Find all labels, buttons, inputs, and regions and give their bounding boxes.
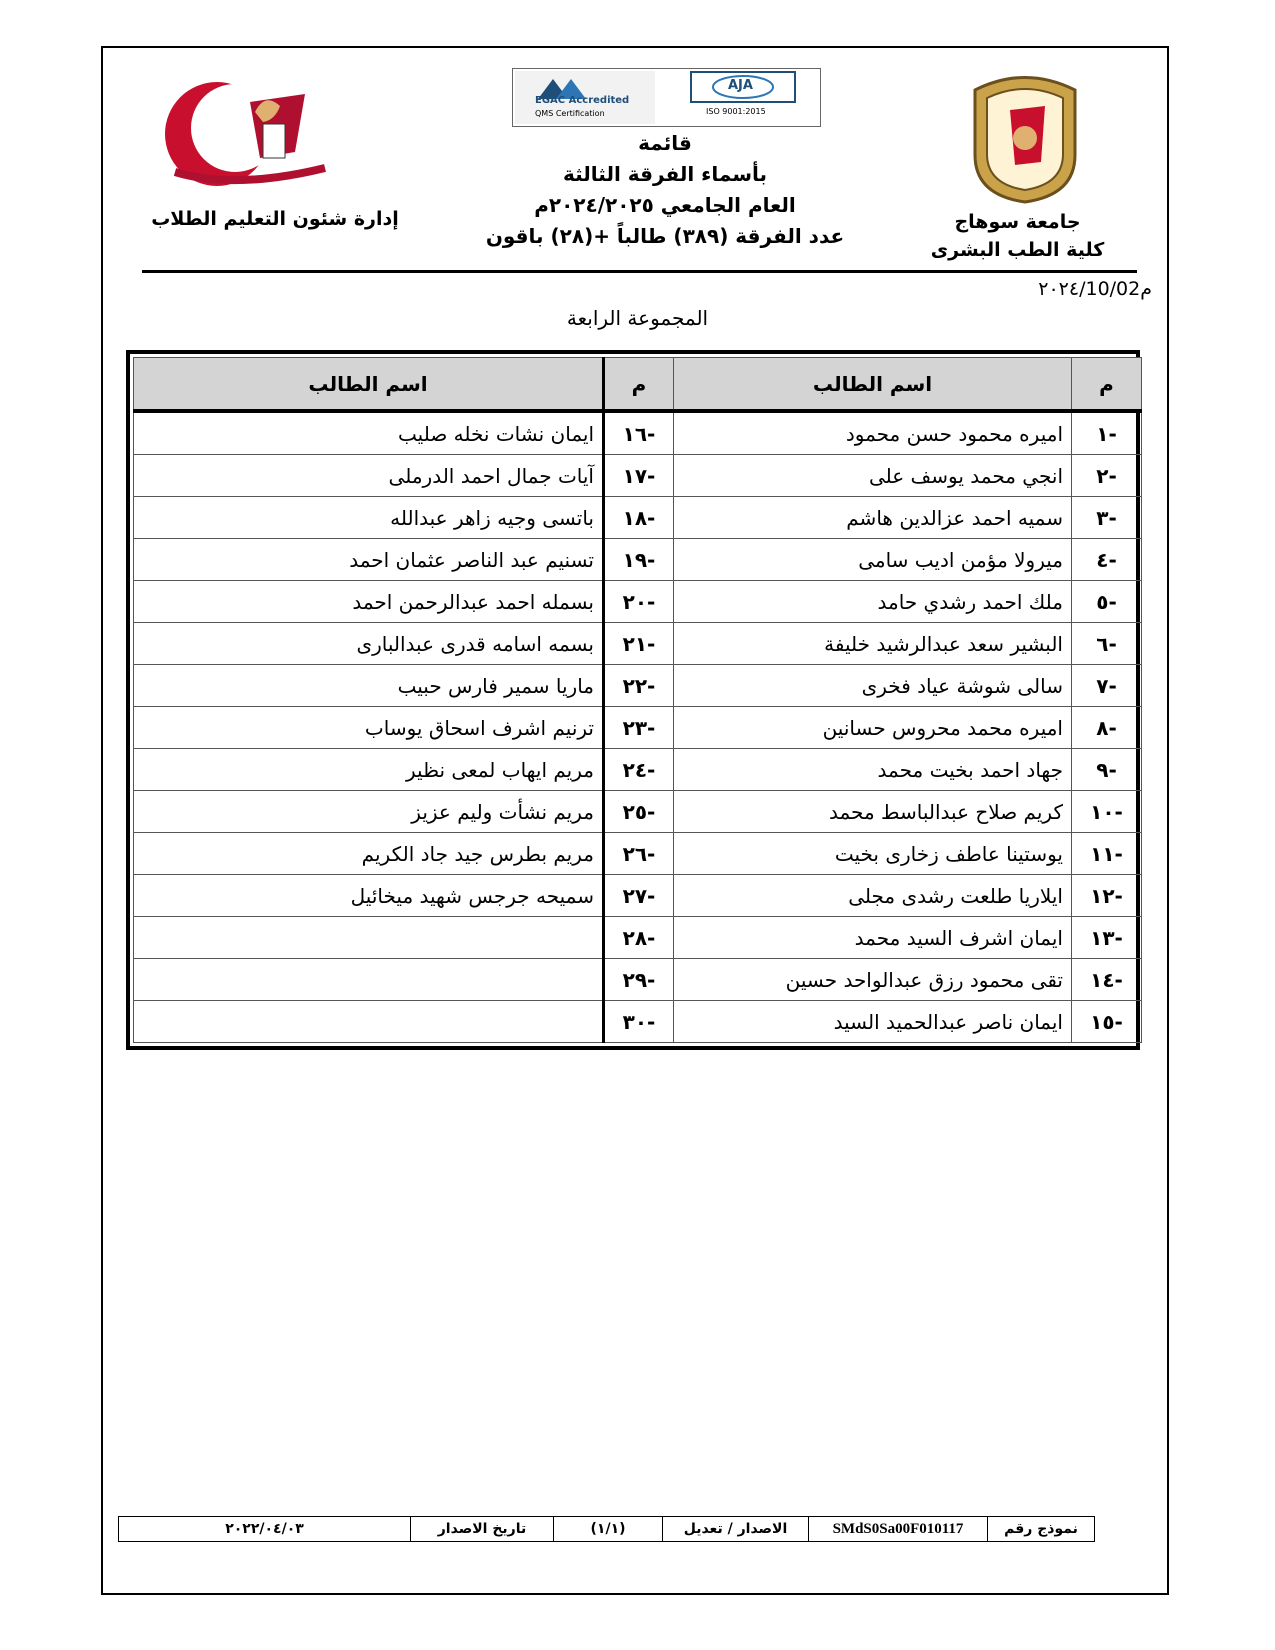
university-seal-icon — [965, 70, 1085, 205]
table-row — [134, 455, 1142, 497]
row-number: -٧ — [1072, 665, 1142, 707]
student-name: ايمان ناصر عبدالحميد السيد — [674, 1001, 1072, 1043]
row-number: -٦ — [1072, 623, 1142, 665]
table-row — [134, 707, 1142, 749]
row-number: -٢٧ — [604, 875, 674, 917]
row-number: -١٩ — [604, 539, 674, 581]
student-name: مريم بطرس جيد جاد الكريم — [134, 833, 604, 875]
document-heading — [470, 128, 860, 252]
institution-block — [930, 208, 1105, 264]
table-row — [134, 833, 1142, 875]
student-name: آيات جمال احمد الدرملى — [134, 455, 604, 497]
student-name: ملك احمد رشدي حامد — [674, 581, 1072, 623]
cert-right-sub: ISO 9001:2015 — [706, 107, 766, 116]
student-name: ترنيم اشرف اسحاق يوساب — [134, 707, 604, 749]
table-row — [134, 539, 1142, 581]
student-name: يوستينا عاطف زخارى بخيت — [674, 833, 1072, 875]
col-header-name: اسم الطالب — [134, 358, 604, 412]
row-number: -٨ — [1072, 707, 1142, 749]
student-name: ايمان اشرف السيد محمد — [674, 917, 1072, 959]
student-name: انجي محمد يوسف على — [674, 455, 1072, 497]
student-name: كريم صلاح عبدالباسط محمد — [674, 791, 1072, 833]
table-row — [134, 917, 1142, 959]
form-footer — [118, 1516, 1095, 1542]
col-header-num: م — [1072, 358, 1142, 412]
student-name: مريم نشأت وليم عزيز — [134, 791, 604, 833]
student-name — [134, 959, 604, 1001]
document-date: ٢٠٢٤/10/02م — [1038, 278, 1152, 300]
row-number: -٢١ — [604, 623, 674, 665]
row-number: -٣ — [1072, 497, 1142, 539]
student-name: تقى محمود رزق عبدالواحد حسين — [674, 959, 1072, 1001]
faculty-name: كلية الطب البشرى — [930, 239, 1105, 261]
department-name: إدارة شئون التعليم الطلاب — [151, 208, 399, 230]
table-row — [134, 665, 1142, 707]
table-row — [134, 497, 1142, 539]
issue-date-label: تاريخ الاصدار — [410, 1517, 553, 1541]
names-label: بأسماء الفرقة الثالثة — [562, 162, 768, 186]
student-name: ايلاريا طلعت رشدى مجلى — [674, 875, 1072, 917]
row-number: -١٤ — [1072, 959, 1142, 1001]
row-number: -١٨ — [604, 497, 674, 539]
student-name: اميره محمود حسن محمود — [674, 411, 1072, 455]
row-number: -٢٣ — [604, 707, 674, 749]
student-name: بسمه اسامه قدرى عبدالبارى — [134, 623, 604, 665]
table-row — [134, 623, 1142, 665]
table-row — [134, 959, 1142, 1001]
cert-left-sub: QMS Certification — [535, 109, 605, 118]
table-row — [134, 791, 1142, 833]
student-name: تسنيم عبد الناصر عثمان احمد — [134, 539, 604, 581]
row-number: -٢ — [1072, 455, 1142, 497]
list-label: قائمة — [638, 131, 692, 155]
student-name: جهاد احمد بخيت محمد — [674, 749, 1072, 791]
student-name: بسمله احمد عبدالرحمن احمد — [134, 581, 604, 623]
student-name: سالى شوشة عياد فخرى — [674, 665, 1072, 707]
row-number: -١١ — [1072, 833, 1142, 875]
table-row — [134, 875, 1142, 917]
row-number: -١٦ — [604, 411, 674, 455]
row-number: -٣٠ — [604, 1001, 674, 1043]
student-name: سميحه جرجس شهيد ميخائيل — [134, 875, 604, 917]
form-code: SMdS0Sa00F010117 — [808, 1517, 987, 1541]
faculty-logo-icon — [155, 72, 335, 190]
student-name: البشير سعد عبدالرشيد خليفة — [674, 623, 1072, 665]
table-row — [134, 1001, 1142, 1043]
student-name: باتسى وجيه زاهر عبدالله — [134, 497, 604, 539]
version-value: (١/١) — [553, 1517, 662, 1541]
certification-badges — [512, 68, 821, 127]
version-label: الاصدار / تعديل — [662, 1517, 808, 1541]
row-number: -٢٦ — [604, 833, 674, 875]
row-number: -٢٥ — [604, 791, 674, 833]
cert-left-title: EGAC Accredited — [535, 95, 630, 106]
table-row — [134, 749, 1142, 791]
group-title: المجموعة الرابعة — [566, 306, 709, 330]
table-row — [134, 411, 1142, 455]
row-number: -١٢ — [1072, 875, 1142, 917]
class-count: عدد الفرقة (٣٨٩) طالباً +(٢٨) باقون — [485, 224, 845, 248]
student-name: ميرولا مؤمن اديب سامى — [674, 539, 1072, 581]
row-number: -١٠ — [1072, 791, 1142, 833]
row-number: -٤ — [1072, 539, 1142, 581]
row-number: -٢٩ — [604, 959, 674, 1001]
row-number: -١٥ — [1072, 1001, 1142, 1043]
row-number: -٢٤ — [604, 749, 674, 791]
form-number-label: نموذج رقم — [987, 1517, 1094, 1541]
issue-date-value: ٢٠٢٢/٠٤/٠٣ — [225, 1521, 304, 1537]
row-number: -١٧ — [604, 455, 674, 497]
student-name: مريم ايهاب لمعى نظير — [134, 749, 604, 791]
row-number: -٩ — [1072, 749, 1142, 791]
student-name: سميه احمد عزالدين هاشم — [674, 497, 1072, 539]
row-number: -١٣ — [1072, 917, 1142, 959]
university-name: جامعة سوهاج — [954, 211, 1081, 233]
table-header-row — [134, 358, 1142, 412]
students-table — [126, 350, 1140, 1050]
academic-year: العام الجامعي ٢٠٢٤/٢٠٢٥م — [534, 193, 796, 217]
student-name: ايمان نشات نخله صليب — [134, 411, 604, 455]
student-name: ماريا سمير فارس حبيب — [134, 665, 604, 707]
student-name — [134, 1001, 604, 1043]
row-number: -٢٢ — [604, 665, 674, 707]
row-number: -٢٠ — [604, 581, 674, 623]
header-divider — [142, 270, 1137, 273]
row-number: -٢٨ — [604, 917, 674, 959]
student-name: اميره محمد محروس حسانين — [674, 707, 1072, 749]
col-header-num: م — [604, 358, 674, 412]
row-number: -٥ — [1072, 581, 1142, 623]
student-name — [134, 917, 604, 959]
row-number: -١ — [1072, 411, 1142, 455]
cert-right-title: AJA — [728, 78, 753, 93]
col-header-name: اسم الطالب — [674, 358, 1072, 412]
table-row — [134, 581, 1142, 623]
